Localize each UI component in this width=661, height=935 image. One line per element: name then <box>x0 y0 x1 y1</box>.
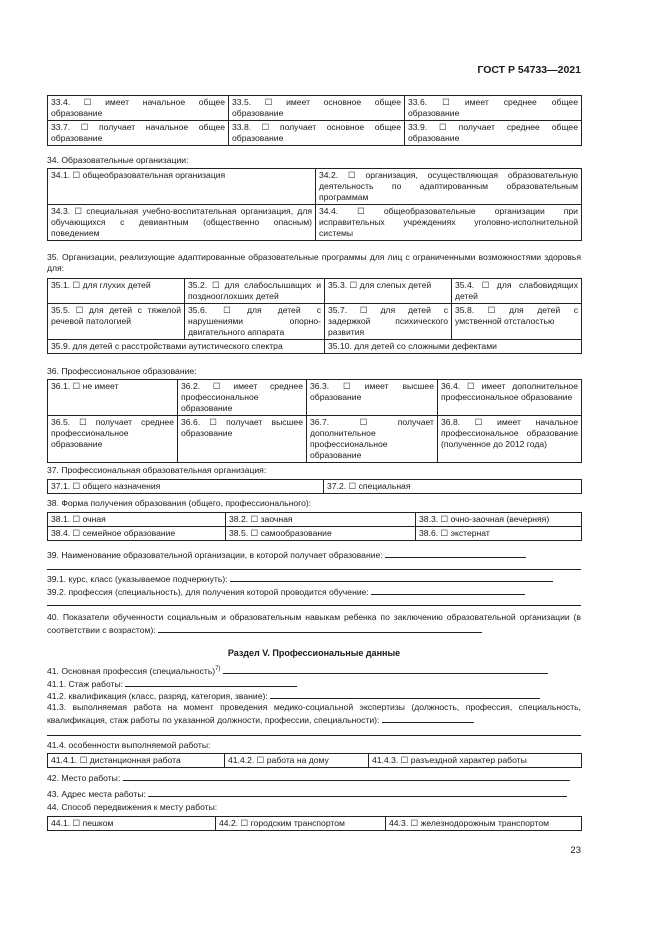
table-37 <box>47 479 582 494</box>
option-33-9[interactable]: 33.9. ☐ получает среднее общее образование <box>405 121 582 146</box>
option-36-5[interactable]: 36.5. ☐ получает среднее профессиональное образование <box>48 416 178 463</box>
option-35-4[interactable]: 35.4. ☐ для слабовидящих детей <box>452 279 582 304</box>
option-36-1[interactable]: 36.1. ☐ не имеет <box>48 380 178 416</box>
table-36 <box>47 379 582 463</box>
question-39-2 <box>47 585 581 598</box>
question-35: 35. Организации, реализующие адаптированные образовательные программы для лиц с ограниченными возможностями здоровья для: <box>47 252 581 273</box>
standard-header: ГОСТ Р 54733—2021 <box>477 64 581 76</box>
table-row <box>48 169 582 205</box>
option-33-7[interactable]: 33.7. ☐ получает начальное общее образование <box>48 121 229 146</box>
question-43-label: 43. Адрес места работы: <box>47 789 146 799</box>
option-36-3[interactable]: 36.3. ☐ имеет высшее образование <box>307 380 438 416</box>
question-42 <box>47 771 581 784</box>
table-row <box>48 340 582 354</box>
option-37-1[interactable]: 37.1. ☐ общего назначения <box>48 480 324 494</box>
table-row <box>48 817 582 831</box>
option-37-2[interactable]: 37.2. ☐ специальная <box>324 480 582 494</box>
option-33-6[interactable]: 33.6. ☐ имеет среднее общее образование <box>405 96 582 121</box>
table-row <box>48 380 582 416</box>
question-41-1-label: 41.1. Стаж работы: <box>47 679 124 689</box>
table-35 <box>47 278 582 354</box>
option-35-5[interactable]: 35.5. ☐ для детей с тяжелой речевой патологией <box>48 304 185 340</box>
question-39 <box>47 548 581 561</box>
option-35-1[interactable]: 35.1. ☐ для глухих детей <box>48 279 185 304</box>
question-41-2-label: 41.2. квалификация (класс, разряд, категория, звание): <box>47 691 268 701</box>
course-field[interactable] <box>230 572 553 582</box>
question-41-2 <box>47 689 581 702</box>
question-40-label: 40. Показатели обученности социальным и образовательным навыкам ребенка по заключению образовательной организации (в соответствии с возрастом): <box>47 612 581 635</box>
question-41-label: 41. Основная профессия (специальность) <box>47 666 216 676</box>
option-35-6[interactable]: 35.6. ☐ для детей с нарушениями опорно-двигательного аппарата <box>185 304 325 340</box>
institution-name-field[interactable] <box>385 548 526 558</box>
answer-line[interactable] <box>47 605 581 606</box>
question-38: 38. Форма получения образования (общего, профессионального): <box>47 498 312 508</box>
question-39-1 <box>47 572 581 585</box>
question-40 <box>47 612 581 636</box>
option-33-4[interactable]: 33.4. ☐ имеет начальное общее образование <box>48 96 229 121</box>
question-37: 37. Профессиональная образовательная организация: <box>47 465 267 475</box>
work-address-field[interactable] <box>148 787 567 797</box>
option-35-9[interactable]: 35.9. для детей с расстройствами аутистического спектра <box>48 340 325 354</box>
answer-line[interactable] <box>47 735 581 736</box>
option-36-8[interactable]: 36.8. ☐ имеет начальное профессиональное образование (полученное до 2012 года) <box>438 416 582 463</box>
page-number: 23 <box>570 845 581 856</box>
option-36-2[interactable]: 36.2. ☐ имеет среднее профессиональное образование <box>178 380 307 416</box>
option-38-6[interactable]: 38.6. ☐ экстернат <box>416 527 582 541</box>
option-35-8[interactable]: 35.8. ☐ для детей с умственной отсталостью <box>452 304 582 340</box>
question-44: 44. Способ передвижения к месту работы: <box>47 802 218 812</box>
section-title: Раздел V. Профессиональные данные <box>227 648 401 658</box>
question-42-label: 42. Место работы: <box>47 773 121 783</box>
table-row <box>48 304 582 340</box>
option-41-4-3[interactable]: 41.4.3. ☐ разъездной характер работы <box>369 754 582 768</box>
table-row <box>48 279 582 304</box>
skills-indicators-field[interactable] <box>158 623 482 633</box>
question-34: 34. Образовательные организации: <box>47 155 189 165</box>
option-44-2[interactable]: 44.2. ☐ городским транспортом <box>216 817 386 831</box>
question-41 <box>47 664 581 677</box>
option-36-6[interactable]: 36.6. ☐ получает высшее образование <box>178 416 307 463</box>
option-35-10[interactable]: 35.10. для детей со сложными дефектами <box>325 340 582 354</box>
answer-line[interactable] <box>47 569 581 570</box>
question-36: 36. Профессиональное образование: <box>47 366 197 376</box>
option-34-1[interactable]: 34.1. ☐ общеобразовательная организация <box>48 169 316 205</box>
question-39-label: 39. Наименование образовательной организации, в которой получает образование: <box>47 550 383 560</box>
option-33-8[interactable]: 33.8. ☐ получает основное общее образование <box>229 121 405 146</box>
question-41-3-label: 41.3. выполняемая работа на момент проведения медико-социальной экспертизы (должность, профессия, специальность, квалификация, стаж работы по указанной должности, профессии, специальности): <box>47 702 581 725</box>
option-34-2[interactable]: 34.2. ☐ организация, осуществляющая образовательную деятельность по адаптированным образовательным программам <box>316 169 582 205</box>
current-work-field[interactable] <box>382 713 474 723</box>
table-33 <box>47 95 582 146</box>
option-38-1[interactable]: 38.1. ☐ очная <box>48 513 226 527</box>
qualification-field[interactable] <box>270 689 540 699</box>
option-41-4-2[interactable]: 41.4.2. ☐ работа на дому <box>225 754 369 768</box>
table-34 <box>47 168 582 241</box>
profession-study-field[interactable] <box>371 585 525 595</box>
option-44-3[interactable]: 44.3. ☐ железнодорожным транспортом <box>386 817 582 831</box>
table-row <box>48 121 582 146</box>
question-39-1-label: 39.1. курс, класс (указываемое подчеркнуть): <box>47 574 228 584</box>
table-row <box>48 527 582 541</box>
table-44 <box>47 816 582 831</box>
option-38-5[interactable]: 38.5. ☐ самообразование <box>226 527 416 541</box>
option-35-2[interactable]: 35.2. ☐ для слабослышащих и позднооглохших детей <box>185 279 325 304</box>
table-38 <box>47 512 582 541</box>
option-33-5[interactable]: 33.5. ☐ имеет основное общее образование <box>229 96 405 121</box>
option-41-4-1[interactable]: 41.4.1. ☐ дистанционная работа <box>48 754 225 768</box>
table-row <box>48 754 582 768</box>
table-row <box>48 513 582 527</box>
question-43 <box>47 787 581 800</box>
main-profession-field[interactable] <box>223 664 548 674</box>
question-41-4: 41.4. особенности выполняемой работы: <box>47 740 211 750</box>
question-39-2-label: 39.2. профессия (специальность), для получения которой проводится обучение: <box>47 587 369 597</box>
option-36-4[interactable]: 36.4. ☐ имеет дополнительное профессиональное образование <box>438 380 582 416</box>
option-38-2[interactable]: 38.2. ☐ заочная <box>226 513 416 527</box>
option-44-1[interactable]: 44.1. ☐ пешком <box>48 817 216 831</box>
footnote-ref: 7) <box>215 666 221 673</box>
table-row <box>48 96 582 121</box>
table-row <box>48 480 582 494</box>
option-36-7[interactable]: 36.7. ☐ получает дополнительное профессиональное образование <box>307 416 438 463</box>
table-41-4 <box>47 753 582 768</box>
question-41-3 <box>47 702 581 726</box>
option-34-3[interactable]: 34.3. ☐ специальная учебно-воспитательная организация, для обучающихся с девиантным (общественно опасным) поведением <box>48 205 316 241</box>
option-35-7[interactable]: 35.7. ☐ для детей с задержкой психического развития <box>325 304 452 340</box>
experience-field[interactable] <box>125 677 297 687</box>
table-row <box>48 416 582 463</box>
option-38-4[interactable]: 38.4. ☐ семейное образование <box>48 527 226 541</box>
option-38-3[interactable]: 38.3. ☐ очно-заочная (вечерняя) <box>416 513 582 527</box>
workplace-field[interactable] <box>123 771 570 781</box>
option-34-4[interactable]: 34.4. ☐ общеобразовательные организации при исправительных учреждениях уголовно-исполнительной системы <box>316 205 582 241</box>
option-35-3[interactable]: 35.3. ☐ для слепых детей <box>325 279 452 304</box>
table-row <box>48 205 582 241</box>
